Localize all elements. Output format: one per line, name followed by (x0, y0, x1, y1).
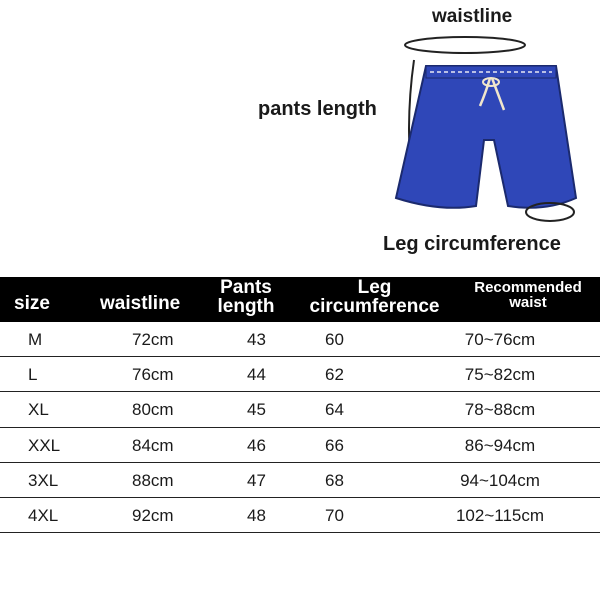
cell-pants-length: 45 (247, 400, 266, 420)
cell-size: XXL (28, 435, 61, 455)
cell-size: XL (28, 400, 49, 420)
cell-size: M (28, 330, 43, 349)
cell-waistline: 92cm (132, 505, 174, 525)
cell-recommended-waist: 102~115cm (455, 505, 545, 525)
cell-pants-length: 48 (247, 505, 266, 525)
cell-size: 4XL (28, 505, 59, 525)
waistline-measure-ellipse (405, 37, 525, 53)
shorts-illustration (380, 30, 590, 235)
header-leg-circumference: Leg circumference (309, 277, 440, 317)
table-row (0, 357, 600, 392)
cell-leg-circumference: 66 (325, 435, 344, 455)
cell-pants-length: 43 (247, 330, 266, 349)
waistline-label: waistline (432, 6, 513, 27)
cell-pants-length: 47 (247, 470, 266, 490)
cell-leg-circumference: 70 (325, 505, 344, 525)
cell-recommended-waist: 75~82cm (464, 365, 536, 385)
cell-recommended-waist: 70~76cm (464, 330, 536, 349)
cell-leg-circumference: 62 (325, 365, 344, 385)
header-recommended-waist: Recommended waist (474, 279, 582, 311)
cell-pants-length: 44 (247, 365, 266, 385)
header-size: size (14, 293, 50, 314)
pants-length-label: pants length (258, 98, 377, 120)
cell-waistline: 76cm (132, 365, 174, 385)
size-chart-table (0, 277, 600, 533)
table-row (0, 428, 600, 463)
cell-size: 3XL (28, 470, 59, 490)
cell-waistline: 80cm (132, 400, 174, 420)
cell-pants-length: 46 (247, 435, 266, 455)
cell-leg-circumference: 68 (325, 470, 344, 490)
cell-leg-circumference: 64 (325, 400, 344, 420)
cell-recommended-waist: 94~104cm (460, 470, 540, 490)
table-row (0, 498, 600, 533)
cell-size: L (28, 365, 38, 385)
cell-waistline: 88cm (132, 470, 174, 490)
cell-waistline: 84cm (132, 435, 174, 455)
cell-leg-circumference: 60 (325, 330, 344, 349)
cell-recommended-waist: 86~94cm (464, 435, 536, 455)
header-pants-length: Pants length (217, 277, 275, 317)
leg-circumference-label: Leg circumference (383, 233, 561, 255)
table-row (0, 322, 600, 357)
cell-recommended-waist: 78~88cm (464, 400, 536, 420)
table-row (0, 463, 600, 498)
header-waistline: waistline (100, 293, 181, 314)
table-row (0, 392, 600, 427)
size-diagram (0, 0, 600, 270)
cell-waistline: 72cm (132, 330, 174, 349)
table-header (0, 277, 600, 322)
